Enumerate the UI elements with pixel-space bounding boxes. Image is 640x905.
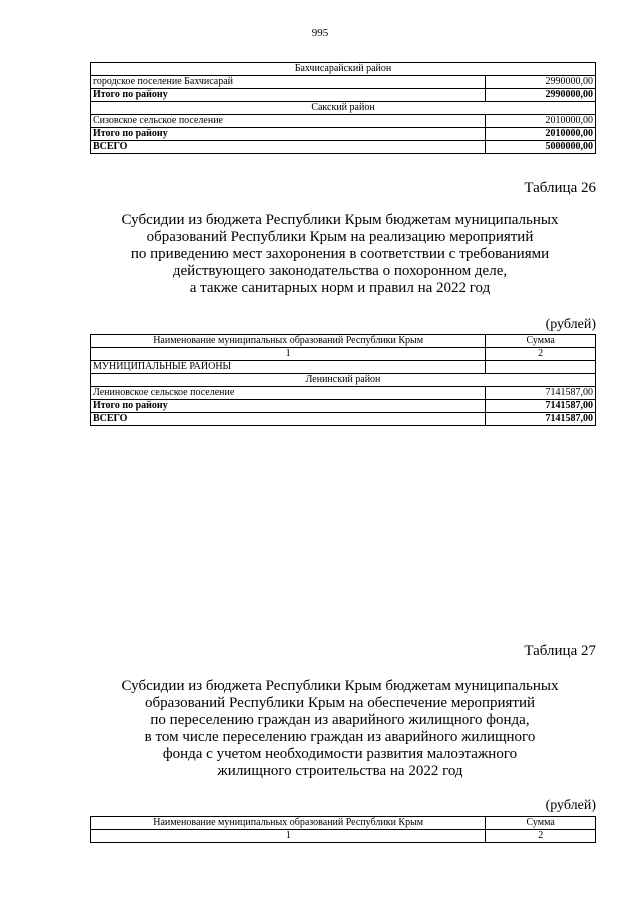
district-name: Бахчисарайский район [91,63,596,76]
district-total-row [91,89,596,102]
title-line: образований Республики Крым на обеспечение мероприятий [144,695,536,711]
column-number-row [91,830,596,843]
table-row [91,387,596,400]
table-row [91,76,596,89]
table-26-unit: (рублей) [545,317,596,332]
total-amount: 2990000,00 [486,89,596,102]
grand-total-amount: 7141587,00 [486,413,596,426]
column-header-name: Наименование муниципальных образований Республики Крым [91,817,486,830]
table-27-title [70,678,610,780]
total-label: Итого по району [91,89,486,102]
empty-cell [486,361,596,374]
grand-total-row [91,413,596,426]
column-header-sum: Сумма [486,817,596,830]
table-26-label: Таблица 26 [524,180,596,196]
municipality-name: городское поселение Бахчисарай [91,76,486,89]
table-row [91,115,596,128]
title-line: жилищного строительства на 2022 год [217,763,463,779]
title-line: образований Республики Крым на реализацию мероприятий [146,229,534,245]
title-line: действующего законодательства о похоронном деле, [172,263,508,279]
amount: 2010000,00 [486,115,596,128]
table-26-title [70,212,610,297]
district-total-row [91,400,596,413]
total-label: Итого по району [91,400,486,413]
district-row [91,374,596,387]
column-number: 1 [91,348,486,361]
table-27-label: Таблица 27 [524,643,596,659]
total-amount: 2010000,00 [486,128,596,141]
column-number: 2 [486,830,596,843]
column-header-sum: Сумма [486,335,596,348]
title-line: Субсидии из бюджета Республики Крым бюджетам муниципальных [121,212,559,228]
title-line: в том числе переселению граждан из аварийного жилищного [144,729,536,745]
district-name: Ленинский район [91,374,596,387]
table-26 [90,334,596,426]
column-number-row [91,348,596,361]
title-line: а также санитарных норм и правил на 2022 год [189,280,491,296]
title-line: Субсидии из бюджета Республики Крым бюджетам муниципальных [121,678,559,694]
header-row [91,817,596,830]
municipality-name: Лениновское сельское поселение [91,387,486,400]
amount: 2990000,00 [486,76,596,89]
column-header-name: Наименование муниципальных образований Республики Крым [91,335,486,348]
title-line: по переселению граждан из аварийного жилищного фонда, [150,712,530,728]
district-name: Сакский район [91,102,596,115]
page-number: 995 [311,27,329,39]
total-label: Итого по району [91,128,486,141]
total-amount: 7141587,00 [486,400,596,413]
amount: 7141587,00 [486,387,596,400]
column-number: 2 [486,348,596,361]
district-row [91,63,596,76]
section-row [91,361,596,374]
district-total-row [91,128,596,141]
district-row [91,102,596,115]
grand-total-amount: 5000000,00 [486,141,596,154]
continued-subsidy-table [90,62,596,154]
grand-total-label: ВСЕГО [91,413,486,426]
column-number: 1 [91,830,486,843]
table-27-unit: (рублей) [545,798,596,813]
header-row [91,335,596,348]
title-line: фонда с учетом необходимости развития малоэтажного [162,746,518,762]
municipality-name: Сизовское сельское поселение [91,115,486,128]
grand-total-row [91,141,596,154]
section-name: МУНИЦИПАЛЬНЫЕ РАЙОНЫ [91,361,486,374]
table-27 [90,816,596,843]
grand-total-label: ВСЕГО [91,141,486,154]
title-line: по приведению мест захоронения в соответствии с требованиями [130,246,550,262]
